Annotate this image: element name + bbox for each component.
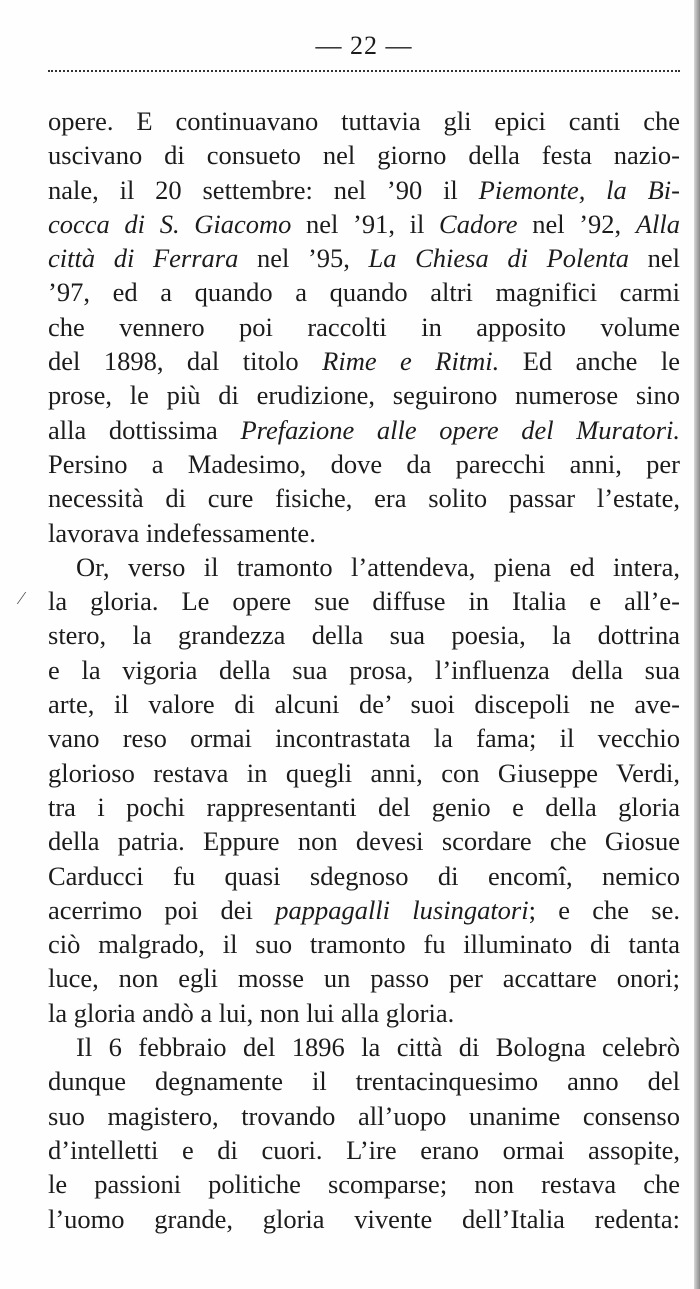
text-line [48,1133,680,1167]
text-segment: d’intelletti e di cuori. L’ire erano ormai assopite, [48,1134,680,1165]
text-line [48,241,680,275]
text-segment: la gloria andò a lui, non lui alla gloria. [48,997,455,1028]
text-segment: della patria. Eppure non devesi scordare che Giosue [48,826,680,857]
text-line [48,790,680,824]
text-segment: uscivano di consueto nel giorno della festa nazio- [48,140,680,171]
text-segment: luce, non egli mosse un passo per accattare onori; [48,963,680,994]
body-text [48,104,680,1236]
text-segment: nel [629,243,680,274]
text-segment: lavorava indefessamente. [48,517,316,548]
text-segment: tra i pochi rappresentanti del genio e della gloria [48,791,680,822]
text-segment: stero, la grandezza della sua poesia, la dottrina [48,620,680,651]
text-line [48,756,680,790]
text-line [48,378,680,412]
text-line [48,824,680,858]
text-line [48,1064,680,1098]
text-line [48,275,680,309]
text-line [48,173,680,207]
text-segment: Carducci fu quasi sdegnoso di encomî, nemico [48,860,680,891]
text-segment: Or, verso il tramonto l’attendeva, piena ed intera, [76,551,680,582]
text-segment: glorioso restava in quegli anni, con Giuseppe Verdi, [48,757,680,788]
text-line [48,584,680,618]
text-line [48,310,680,344]
text-line [48,618,680,652]
text-line [48,516,680,550]
text-segment: nel ’91, il [291,208,440,239]
italic-title: Piemonte, la Bi- [478,174,680,205]
text-line [48,413,680,447]
text-segment: Persino a Madesimo, dove da parecchi anni, per [48,448,680,479]
text-segment: ’97, ed a quando a quando altri magnifici carmi [48,277,680,308]
text-segment: l’uomo grande, gloria vivente dell’Italia redenta: [48,1203,680,1234]
text-segment: Ed anche le [499,346,680,377]
text-segment: nel ’95, [238,243,369,274]
text-segment: nel ’92, [517,208,636,239]
text-line [48,927,680,961]
text-line [48,550,680,584]
text-segment: acerrimo poi dei [48,894,276,925]
text-segment: del 1898, dal titolo [48,346,323,377]
page-number: — 22 — [315,31,413,60]
text-line [48,721,680,755]
text-line [48,893,680,927]
text-segment: ciò malgrado, il suo tramonto fu illuminato di tanta [48,929,680,960]
margin-mark: ⁄ [20,588,24,608]
text-line [48,1202,680,1236]
text-segment: opere. E continuavano tuttavia gli epici canti che [48,106,680,136]
text-segment: che vennero poi raccolti in apposito volume [48,311,680,342]
text-segment: e la vigoria della sua prosa, l’influenza della sua [48,654,680,685]
text-line [48,859,680,893]
text-line [48,447,680,481]
text-line [48,481,680,515]
text-line [48,1167,680,1201]
text-segment: ; e che se. [528,894,680,925]
text-segment: la gloria. Le opere sue diffuse in Italia e all’e- [48,586,680,617]
text-segment: Il 6 febbraio del 1896 la città di Bologna celebrò [76,1032,680,1063]
text-segment: alla dottissima [48,414,241,445]
text-line [48,1030,680,1064]
text-segment: necessità di cure fisiche, era solito passar l’estate, [48,483,680,514]
italic-title: città di Ferrara [48,243,239,274]
text-line [48,207,680,241]
italic-title: Prefazione alle opere del Muratori. [240,414,680,445]
text-segment: nale, il 20 settembre: nel ’90 il [48,174,479,205]
text-line [48,1099,680,1133]
page-edge-shadow [694,0,700,1289]
text-line [48,344,680,378]
text-segment: dunque degnamente il trentacinquesimo anno del [48,1066,680,1097]
text-line [48,104,680,138]
text-segment: prose, le più di erudizione, seguirono numerose sino [48,380,680,411]
italic-title: Alla [635,208,680,239]
italic-title: cocca di S. Giacomo [48,208,292,239]
italic-title: Cadore [439,208,518,239]
text-line [48,996,680,1030]
text-segment: le passioni politiche scomparse; non restava che [48,1169,680,1200]
header-rule [48,70,680,72]
text-segment: arte, il valore di alcuni de’ suoi discepoli ne ave- [48,689,680,720]
text-line [48,961,680,995]
italic-title: pappagalli lusingatori [275,894,529,925]
text-line [48,138,680,172]
italic-title: La Chiesa di Polenta [368,243,630,274]
text-line [48,653,680,687]
italic-title: Rime e Ritmi. [322,346,500,377]
text-segment: vano reso ormai incontrastata la fama; il vecchio [48,723,680,754]
text-segment: suo magistero, trovando all’uopo unanime consenso [48,1100,680,1131]
text-line [48,687,680,721]
